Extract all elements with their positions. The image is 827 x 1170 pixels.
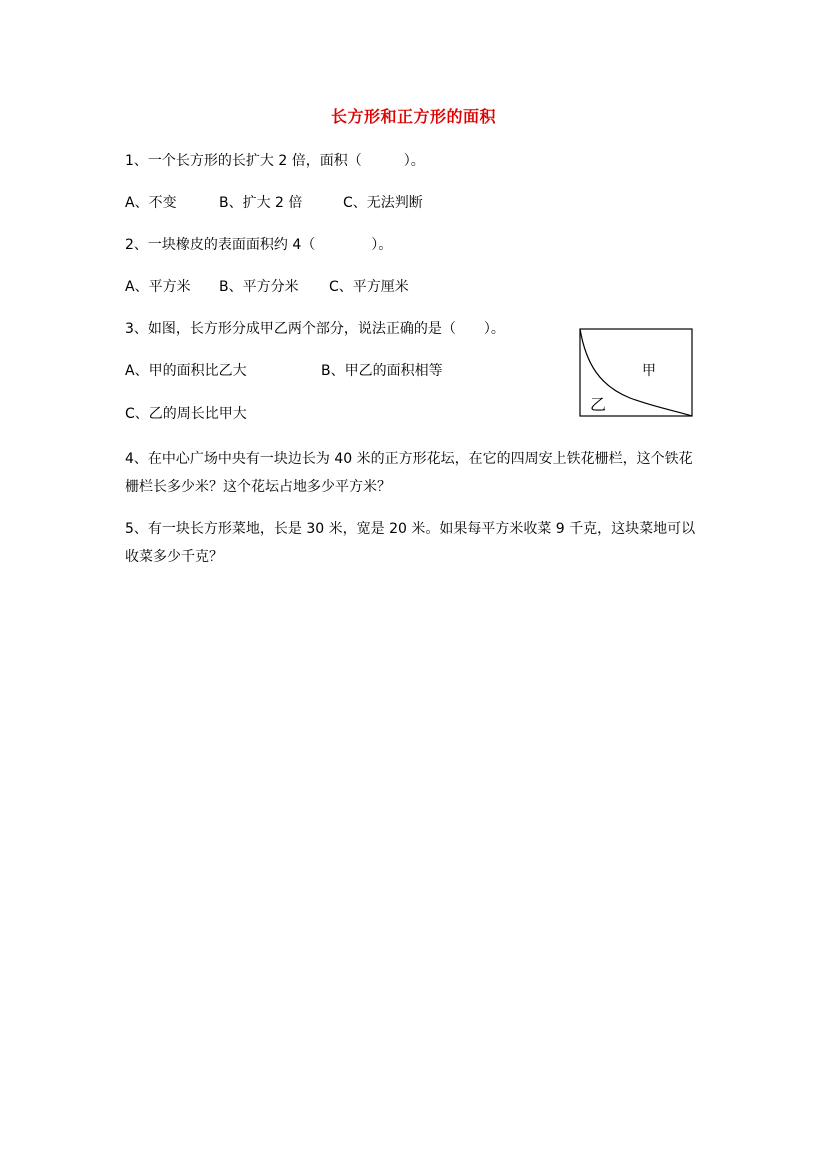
figure-label-yi: 乙 bbox=[590, 395, 607, 414]
question-1-option-a: A、不变 bbox=[125, 195, 177, 211]
question-3-stem: 3、如图，长方形分成甲乙两个部分，说法正确的是（ ）。 bbox=[125, 321, 505, 337]
question-2-option-a: A、平方米 bbox=[125, 279, 191, 295]
page-title: 长方形和正方形的面积 bbox=[330, 107, 496, 126]
question-3-options-row bbox=[125, 358, 443, 384]
question-1-option-c: C、无法判断 bbox=[343, 195, 423, 211]
question-3-option-b: B、甲乙的面积相等 bbox=[321, 363, 443, 379]
question-1-option-b: B、扩大 2 倍 bbox=[219, 195, 303, 211]
figure-label-jia: 甲 bbox=[642, 363, 656, 379]
question-1-options bbox=[125, 190, 423, 216]
question-5-stem: 5、有一块长方形菜地，长是 30 米，宽是 20 米。如果每平方米收菜 9 千克，这块菜地可以收菜多少千克？ bbox=[125, 521, 696, 565]
question-3-option-c: C、乙的周长比甲大 bbox=[125, 406, 247, 422]
question-2-option-c: C、平方厘米 bbox=[329, 279, 409, 295]
question-3-option-a: A、甲的面积比乙大 bbox=[125, 363, 247, 379]
question-1-stem: 1、一个长方形的长扩大 2 倍，面积（ ）。 bbox=[125, 153, 425, 169]
rectangle-figure bbox=[572, 324, 698, 420]
question-2-stem: 2、一块橡皮的表面面积约 4（ ）。 bbox=[125, 237, 393, 253]
figure-left-gap bbox=[572, 384, 579, 420]
question-4-stem: 4、在中心广场中央有一块边长为 40 米的正方形花坛，在它的四周安上铁花栅栏，这个铁花栅栏长多少米？这个花坛占地多少平方米？ bbox=[125, 451, 693, 495]
question-2-options bbox=[125, 274, 409, 300]
question-2-option-b: B、平方分米 bbox=[219, 279, 299, 295]
